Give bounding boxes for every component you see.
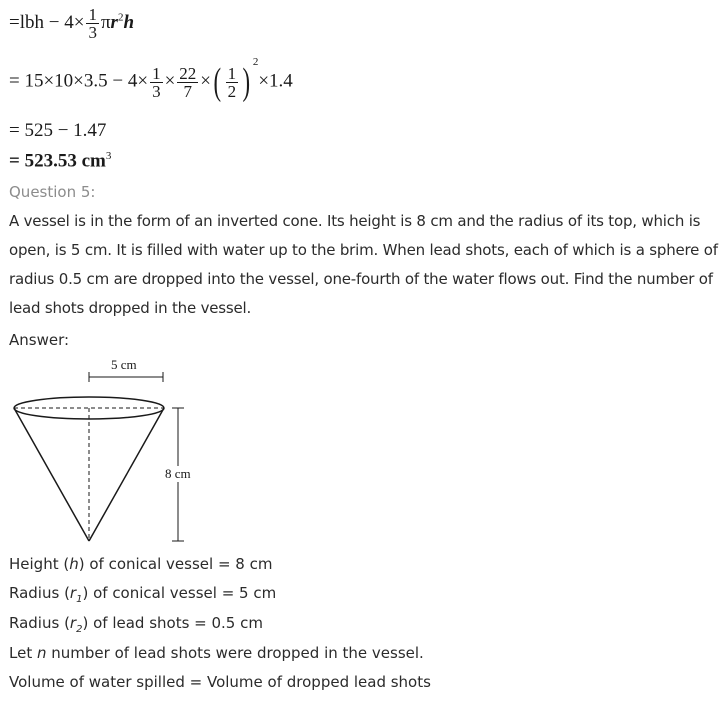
math-expr: =lbh − 4× xyxy=(9,11,85,33)
paren-open: ( xyxy=(213,61,222,103)
fraction-numerator: 22 xyxy=(179,63,197,83)
solution-height xyxy=(9,555,272,573)
text: ) of conical vessel = 8 cm xyxy=(78,555,273,573)
question-text: A vessel is in the form of an inverted cone. Its height is 8 cm and the radius of its top, which is open, is 5 cm. It is filled with water up to the brim. When lead shots, each of which is a sphere of radius 0.5 cm are dropped into the vessel, one-fourth of the water flows out. Find the number of lead shots dropped in the vessel. xyxy=(9,212,718,317)
var-h: h xyxy=(69,555,79,573)
fraction-denominator: 7 xyxy=(183,81,193,101)
math-expr: = 525 − 1.47 xyxy=(9,120,107,141)
text: number of lead shots were dropped in the vessel. xyxy=(46,644,424,662)
solution-radius-2 xyxy=(9,614,263,635)
solution-let-n xyxy=(9,644,424,662)
text: ) of lead shots = 0.5 cm xyxy=(82,614,263,632)
fraction-numerator: 1 xyxy=(88,5,97,24)
subscript: 2 xyxy=(76,624,83,635)
cone-diagram xyxy=(0,355,300,550)
height-label: 8 cm xyxy=(165,466,191,481)
math-result: = 523.53 cm xyxy=(9,150,106,172)
exponent: 2 xyxy=(117,11,124,24)
fraction-denominator: 2 xyxy=(227,81,237,101)
question-heading: Question 5: xyxy=(9,183,96,201)
fraction-denominator: 3 xyxy=(152,81,161,101)
var-n: n xyxy=(36,644,47,662)
times-symbol: × xyxy=(164,70,176,92)
text: Let xyxy=(9,644,37,662)
math-expr: = 15×10×3.5 − 4× xyxy=(9,70,149,92)
exponent: 2 xyxy=(252,56,259,69)
solution-radius-1 xyxy=(9,584,276,605)
text: Radius ( xyxy=(9,614,70,632)
var-r: r xyxy=(69,584,77,602)
subscript: 1 xyxy=(76,594,83,605)
fraction xyxy=(86,6,99,41)
math-line-3 xyxy=(9,120,106,142)
paren-close: ) xyxy=(242,61,251,103)
pi-symbol: π xyxy=(100,11,111,33)
solution-volume-eq xyxy=(9,673,431,691)
fraction xyxy=(226,65,239,100)
text: Volume of water spilled = Volume of dropped lead shots xyxy=(9,673,431,691)
fraction xyxy=(150,65,163,100)
fraction-numerator: 1 xyxy=(152,63,161,83)
radius-label: 5 cm xyxy=(111,357,137,372)
text: Radius ( xyxy=(9,584,70,602)
text: ) of conical vessel = 5 cm xyxy=(82,584,277,602)
fraction-denominator: 3 xyxy=(88,23,97,42)
var-h: h xyxy=(123,11,135,33)
exponent: 3 xyxy=(105,150,112,162)
answer-label: Answer: xyxy=(9,331,70,349)
text: Height ( xyxy=(9,555,70,573)
math-line-1 xyxy=(9,6,134,41)
fraction-numerator: 1 xyxy=(227,63,237,83)
var-r: r xyxy=(69,614,77,632)
math-expr: ×1.4 xyxy=(258,70,293,92)
math-line-2 xyxy=(9,56,293,103)
var-r: r xyxy=(110,11,118,33)
math-line-4 xyxy=(9,150,111,172)
fraction xyxy=(177,65,198,100)
times-symbol: × xyxy=(200,70,212,92)
